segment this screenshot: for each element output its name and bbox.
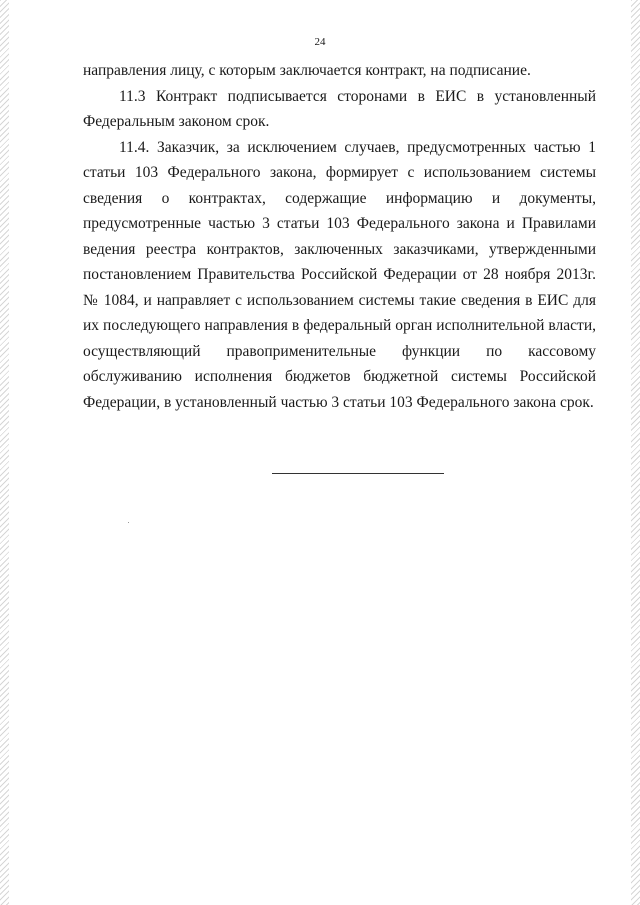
document-body (83, 58, 596, 415)
end-divider-line (272, 473, 444, 474)
paragraph-continuation: направления лицу, с которым заключается контракт, на подписание. (83, 62, 531, 79)
page-number: 24 (314, 36, 326, 48)
scan-edge-left (0, 0, 9, 905)
scan-speck (128, 522, 129, 523)
paragraph-11-3: 11.3 Контракт подписывается сторонами в ЕИС в установленный Федеральным законом срок. (83, 87, 596, 130)
paragraph-11-4: 11.4. Заказчик, за исключением случаев, предусмотренных частью 1 статьи 103 Федерального закона, формирует с использованием системы сведения о контрактах, содержащие информацию и документы, предусмотренные частью 3 статьи 103 Федерального закона и Правилами ведения реестра контрактов, заключенных заказчиками, утвержденными постановлением Правительства Российской Федерации от 28 ноября 2013г. № 1084, и направляет с использованием системы такие сведения в ЕИС для их последующего направления в федеральный орган исполнительной власти, осуществляющий правоприменительные функции по кассовому обслуживанию исполнения бюджетов бюджетной системы Российской Федерации, в установленный частью 3 статьи 103 Федерального закона срок. (83, 138, 596, 411)
scan-edge-right (631, 0, 640, 905)
